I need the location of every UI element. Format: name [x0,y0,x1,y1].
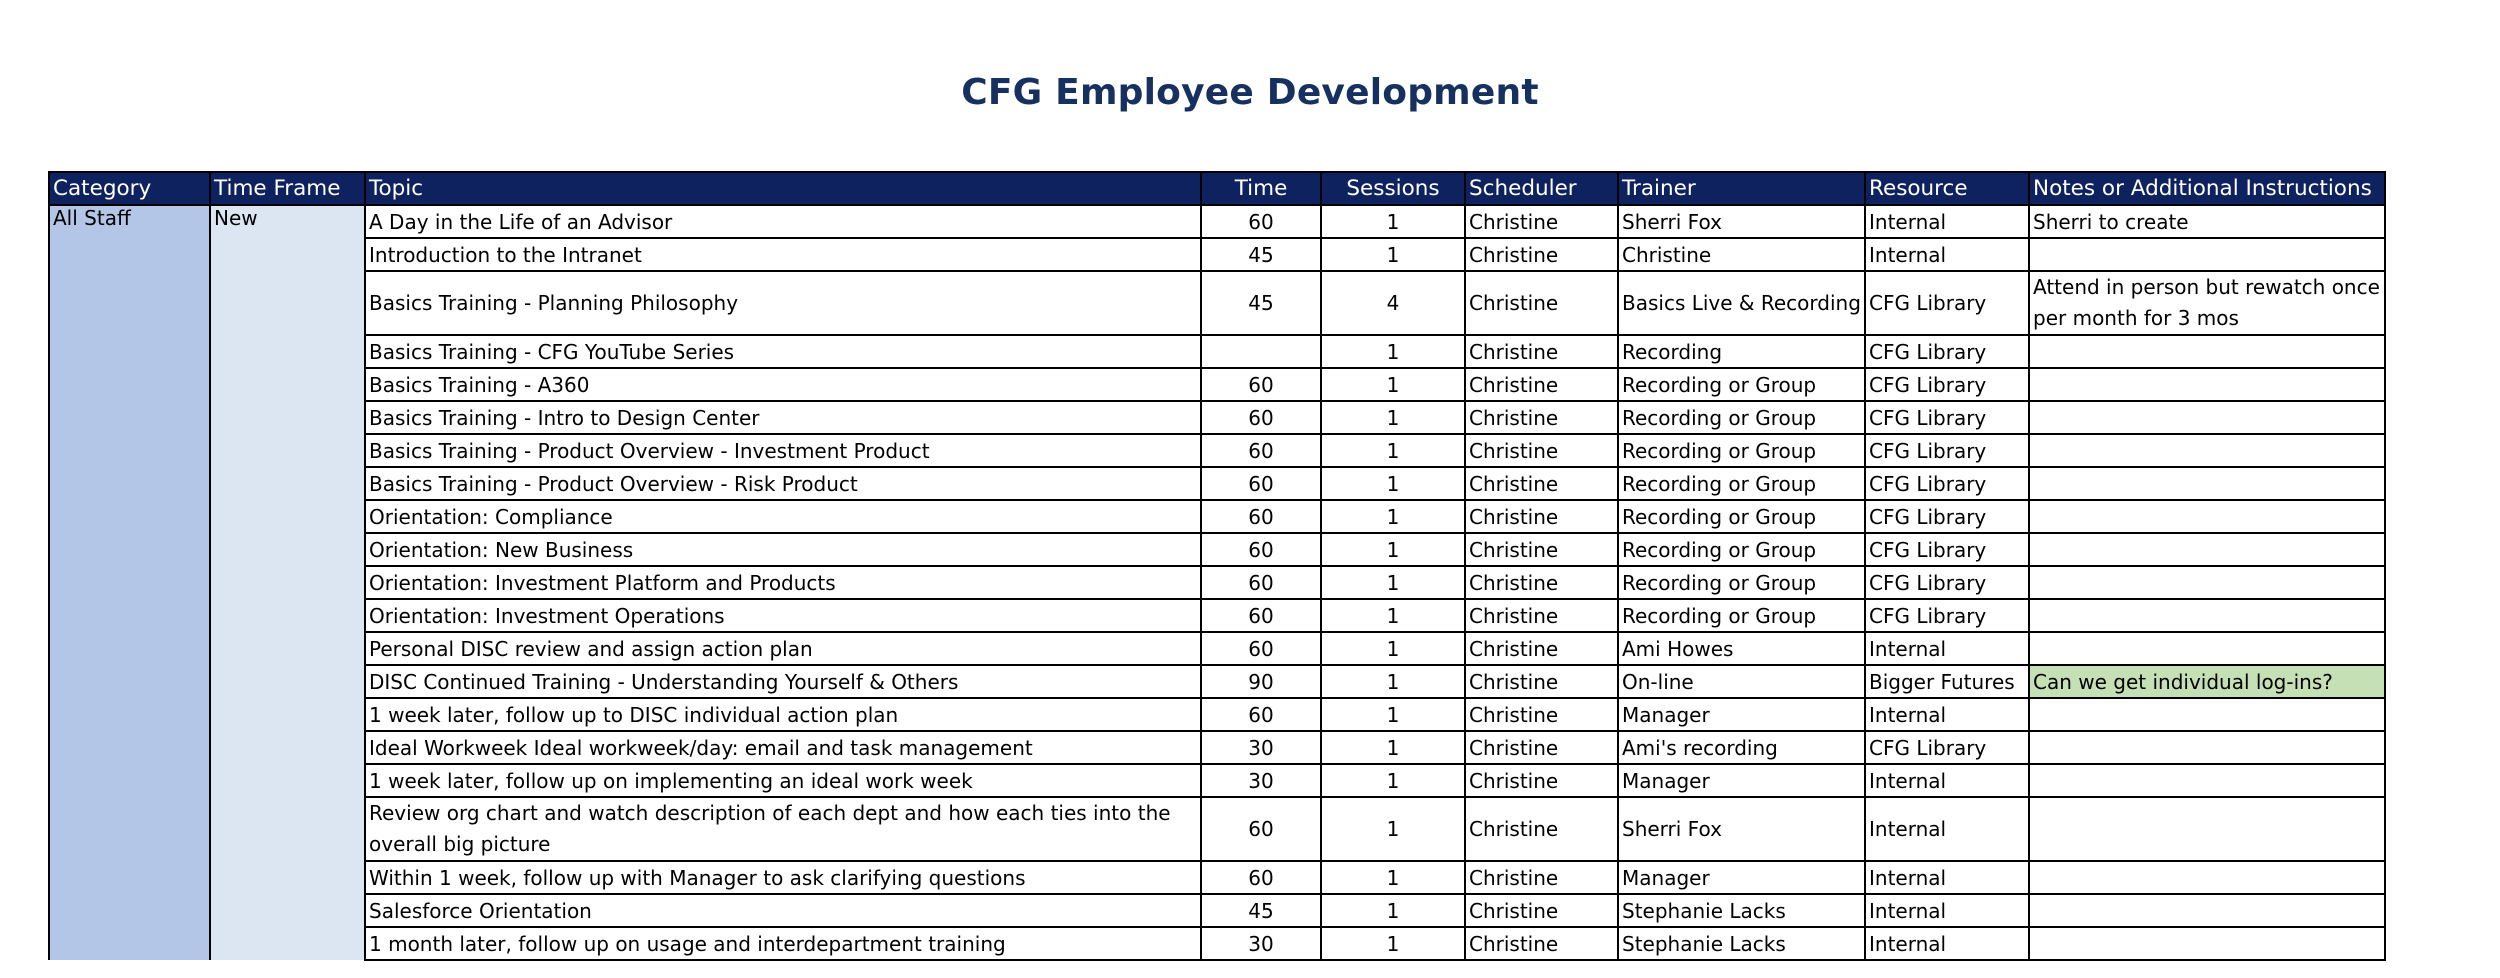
notes-cell[interactable] [2029,500,2385,533]
scheduler-cell[interactable]: Christine [1465,500,1618,533]
notes-cell[interactable] [2029,894,2385,927]
topic-cell[interactable]: Basics Training - Product Overview - Investment Product [365,434,1201,467]
topic-cell[interactable]: Personal DISC review and assign action plan [365,632,1201,665]
sessions-cell[interactable]: 1 [1321,894,1465,927]
time-cell[interactable]: 45 [1201,271,1321,335]
table-row [49,335,2385,368]
sessions-cell[interactable]: 1 [1321,797,1465,861]
time-cell[interactable]: 45 [1201,238,1321,271]
trainer-cell[interactable]: Ami Howes [1618,632,1865,665]
trainer-cell[interactable]: Recording or Group [1618,566,1865,599]
topic-cell[interactable]: Review org chart and watch description of each dept and how each ties into the overall big picture [365,797,1201,861]
trainer-cell[interactable]: Recording or Group [1618,467,1865,500]
time-cell[interactable]: 60 [1201,500,1321,533]
resource-cell[interactable]: Internal [1865,797,2029,861]
notes-cell[interactable] [2029,401,2385,434]
table-row [49,599,2385,632]
scheduler-cell[interactable]: Christine [1465,271,1618,335]
scheduler-cell[interactable]: Christine [1465,861,1618,894]
notes-cell[interactable] [2029,238,2385,271]
trainer-cell[interactable]: Recording [1618,335,1865,368]
trainer-cell[interactable]: Stephanie Lacks [1618,894,1865,927]
sessions-cell[interactable]: 1 [1321,731,1465,764]
notes-cell[interactable] [2029,764,2385,797]
resource-cell[interactable]: CFG Library [1865,368,2029,401]
notes-cell[interactable] [2029,566,2385,599]
notes-cell[interactable] [2029,632,2385,665]
notes-cell[interactable] [2029,861,2385,894]
header-row [49,172,2385,205]
topic-cell[interactable]: Introduction to the Intranet [365,238,1201,271]
table-row [49,500,2385,533]
trainer-cell[interactable]: Recording or Group [1618,434,1865,467]
notes-cell[interactable] [2029,368,2385,401]
topic-cell[interactable]: Basics Training - Planning Philosophy [365,271,1201,335]
topic-cell[interactable]: Ideal Workweek Ideal workweek/day: email and task management [365,731,1201,764]
development-table [48,171,2386,961]
notes-cell[interactable] [2029,335,2385,368]
trainer-cell[interactable]: Recording or Group [1618,599,1865,632]
topic-cell[interactable]: Basics Training - CFG YouTube Series [365,335,1201,368]
category-cell[interactable]: All Staff [49,205,210,960]
sessions-cell[interactable]: 1 [1321,698,1465,731]
column-header-sessions[interactable]: Sessions [1321,172,1465,205]
topic-cell[interactable]: Basics Training - A360 [365,368,1201,401]
notes-cell[interactable] [2029,434,2385,467]
topic-cell[interactable]: Orientation: Investment Operations [365,599,1201,632]
table-row [49,434,2385,467]
column-header-category[interactable]: Category [49,172,210,205]
resource-cell[interactable]: Internal [1865,698,2029,731]
scheduler-cell[interactable]: Christine [1465,335,1618,368]
resource-cell[interactable]: Internal [1865,894,2029,927]
time-cell[interactable]: 60 [1201,434,1321,467]
column-header-resource[interactable]: Resource [1865,172,2029,205]
notes-cell[interactable] [2029,731,2385,764]
notes-cell[interactable]: Attend in person but rewatch once per month for 3 mos [2029,271,2385,335]
time-frame-cell[interactable]: New [210,205,365,960]
time-cell[interactable]: 60 [1201,533,1321,566]
sessions-cell[interactable]: 1 [1321,764,1465,797]
column-header-trainer[interactable]: Trainer [1618,172,1865,205]
time-cell[interactable]: 90 [1201,665,1321,698]
notes-cell[interactable] [2029,533,2385,566]
trainer-cell[interactable]: Manager [1618,698,1865,731]
time-cell[interactable]: 60 [1201,566,1321,599]
table-row [49,764,2385,797]
time-cell[interactable]: 60 [1201,368,1321,401]
trainer-cell[interactable]: Manager [1618,861,1865,894]
topic-cell[interactable]: A Day in the Life of an Advisor [365,205,1201,238]
time-cell[interactable]: 30 [1201,764,1321,797]
time-cell[interactable]: 45 [1201,894,1321,927]
notes-cell[interactable] [2029,467,2385,500]
development-table-container [48,171,2384,961]
table-row [49,665,2385,698]
topic-cell[interactable]: 1 week later, follow up to DISC individual action plan [365,698,1201,731]
column-header-time[interactable]: Time [1201,172,1321,205]
topic-cell[interactable]: Basics Training - Intro to Design Center [365,401,1201,434]
sessions-cell[interactable]: 4 [1321,271,1465,335]
scheduler-cell[interactable]: Christine [1465,401,1618,434]
table-row [49,894,2385,927]
trainer-cell[interactable]: Recording or Group [1618,368,1865,401]
sessions-cell[interactable]: 1 [1321,205,1465,238]
sessions-cell[interactable]: 1 [1321,434,1465,467]
resource-cell[interactable]: CFG Library [1865,500,2029,533]
scheduler-cell[interactable]: Christine [1465,467,1618,500]
resource-cell[interactable]: Bigger Futures [1865,665,2029,698]
topic-cell[interactable]: Within 1 week, follow up with Manager to ask clarifying questions [365,861,1201,894]
sessions-cell[interactable]: 1 [1321,599,1465,632]
resource-cell[interactable]: Internal [1865,632,2029,665]
sessions-cell[interactable]: 1 [1321,927,1465,960]
table-row [49,205,2385,238]
notes-cell[interactable] [2029,698,2385,731]
trainer-cell[interactable]: Basics Live & Recording [1618,271,1865,335]
column-header-time-frame[interactable]: Time Frame [210,172,365,205]
resource-cell[interactable]: CFG Library [1865,566,2029,599]
topic-cell[interactable]: Orientation: Compliance [365,500,1201,533]
time-cell[interactable]: 30 [1201,927,1321,960]
table-row [49,698,2385,731]
scheduler-cell[interactable]: Christine [1465,238,1618,271]
table-row [49,238,2385,271]
resource-cell[interactable]: CFG Library [1865,401,2029,434]
page-title: CFG Employee Development [961,72,1539,113]
trainer-cell[interactable]: Stephanie Lacks [1618,927,1865,960]
scheduler-cell[interactable]: Christine [1465,894,1618,927]
sessions-cell[interactable]: 1 [1321,861,1465,894]
scheduler-cell[interactable]: Christine [1465,764,1618,797]
sessions-cell[interactable]: 1 [1321,566,1465,599]
table-row [49,927,2385,960]
resource-cell[interactable]: CFG Library [1865,335,2029,368]
topic-cell[interactable]: Salesforce Orientation [365,894,1201,927]
topic-cell[interactable]: Orientation: Investment Platform and Products [365,566,1201,599]
notes-cell[interactable] [2029,927,2385,960]
scheduler-cell[interactable]: Christine [1465,927,1618,960]
time-cell[interactable]: 60 [1201,632,1321,665]
table-row [49,566,2385,599]
scheduler-cell[interactable]: Christine [1465,566,1618,599]
scheduler-cell[interactable]: Christine [1465,599,1618,632]
time-cell[interactable]: 60 [1201,861,1321,894]
resource-cell[interactable]: CFG Library [1865,533,2029,566]
sessions-cell[interactable]: 1 [1321,467,1465,500]
time-cell[interactable]: 60 [1201,205,1321,238]
topic-cell[interactable]: Orientation: New Business [365,533,1201,566]
trainer-cell[interactable]: Manager [1618,764,1865,797]
scheduler-cell[interactable]: Christine [1465,533,1618,566]
scheduler-cell[interactable]: Christine [1465,698,1618,731]
sessions-cell[interactable]: 1 [1321,238,1465,271]
resource-cell[interactable]: Internal [1865,927,2029,960]
topic-cell[interactable]: 1 month later, follow up on usage and interdepartment training [365,927,1201,960]
table-row [49,271,2385,335]
trainer-cell[interactable]: Christine [1618,238,1865,271]
trainer-cell[interactable]: Recording or Group [1618,500,1865,533]
time-cell[interactable] [1201,335,1321,368]
column-header-notes[interactable]: Notes or Additional Instructions [2029,172,2385,205]
resource-cell[interactable]: CFG Library [1865,271,2029,335]
sessions-cell[interactable]: 1 [1321,368,1465,401]
time-cell[interactable]: 30 [1201,731,1321,764]
scheduler-cell[interactable]: Christine [1465,632,1618,665]
sessions-cell[interactable]: 1 [1321,401,1465,434]
trainer-cell[interactable]: Sherri Fox [1618,797,1865,861]
scheduler-cell[interactable]: Christine [1465,665,1618,698]
resource-cell[interactable]: CFG Library [1865,467,2029,500]
table-body [49,205,2385,960]
resource-cell[interactable]: CFG Library [1865,434,2029,467]
notes-cell[interactable] [2029,797,2385,861]
topic-cell[interactable]: 1 week later, follow up on implementing an ideal work week [365,764,1201,797]
sessions-cell[interactable]: 1 [1321,665,1465,698]
table-row [49,731,2385,764]
scheduler-cell[interactable]: Christine [1465,797,1618,861]
sessions-cell[interactable]: 1 [1321,632,1465,665]
column-header-topic[interactable]: Topic [365,172,1201,205]
resource-cell[interactable]: CFG Library [1865,599,2029,632]
time-cell[interactable]: 60 [1201,401,1321,434]
table-row [49,368,2385,401]
time-cell[interactable]: 60 [1201,467,1321,500]
trainer-cell[interactable]: Recording or Group [1618,533,1865,566]
trainer-cell[interactable]: Recording or Group [1618,401,1865,434]
column-header-scheduler[interactable]: Scheduler [1465,172,1618,205]
trainer-cell[interactable]: Sherri Fox [1618,205,1865,238]
trainer-cell[interactable]: Ami's recording [1618,731,1865,764]
scheduler-cell[interactable]: Christine [1465,368,1618,401]
sessions-cell[interactable]: 1 [1321,533,1465,566]
resource-cell[interactable]: Internal [1865,205,2029,238]
resource-cell[interactable]: Internal [1865,764,2029,797]
time-cell[interactable]: 60 [1201,599,1321,632]
sessions-cell[interactable]: 1 [1321,500,1465,533]
table-row [49,401,2385,434]
resource-cell[interactable]: Internal [1865,861,2029,894]
trainer-cell[interactable]: On-line [1618,665,1865,698]
time-cell[interactable]: 60 [1201,797,1321,861]
scheduler-cell[interactable]: Christine [1465,434,1618,467]
table-row [49,861,2385,894]
notes-cell[interactable]: Can we get individual log-ins? [2029,665,2385,698]
table-row [49,467,2385,500]
table-row [49,533,2385,566]
table-row [49,797,2385,861]
topic-cell[interactable]: Basics Training - Product Overview - Risk Product [365,467,1201,500]
topic-cell[interactable]: DISC Continued Training - Understanding Yourself & Others [365,665,1201,698]
table-row [49,632,2385,665]
notes-cell[interactable]: Sherri to create [2029,205,2385,238]
scheduler-cell[interactable]: Christine [1465,731,1618,764]
resource-cell[interactable]: Internal [1865,238,2029,271]
resource-cell[interactable]: CFG Library [1865,731,2029,764]
sessions-cell[interactable]: 1 [1321,335,1465,368]
time-cell[interactable]: 60 [1201,698,1321,731]
notes-cell[interactable] [2029,599,2385,632]
scheduler-cell[interactable]: Christine [1465,205,1618,238]
